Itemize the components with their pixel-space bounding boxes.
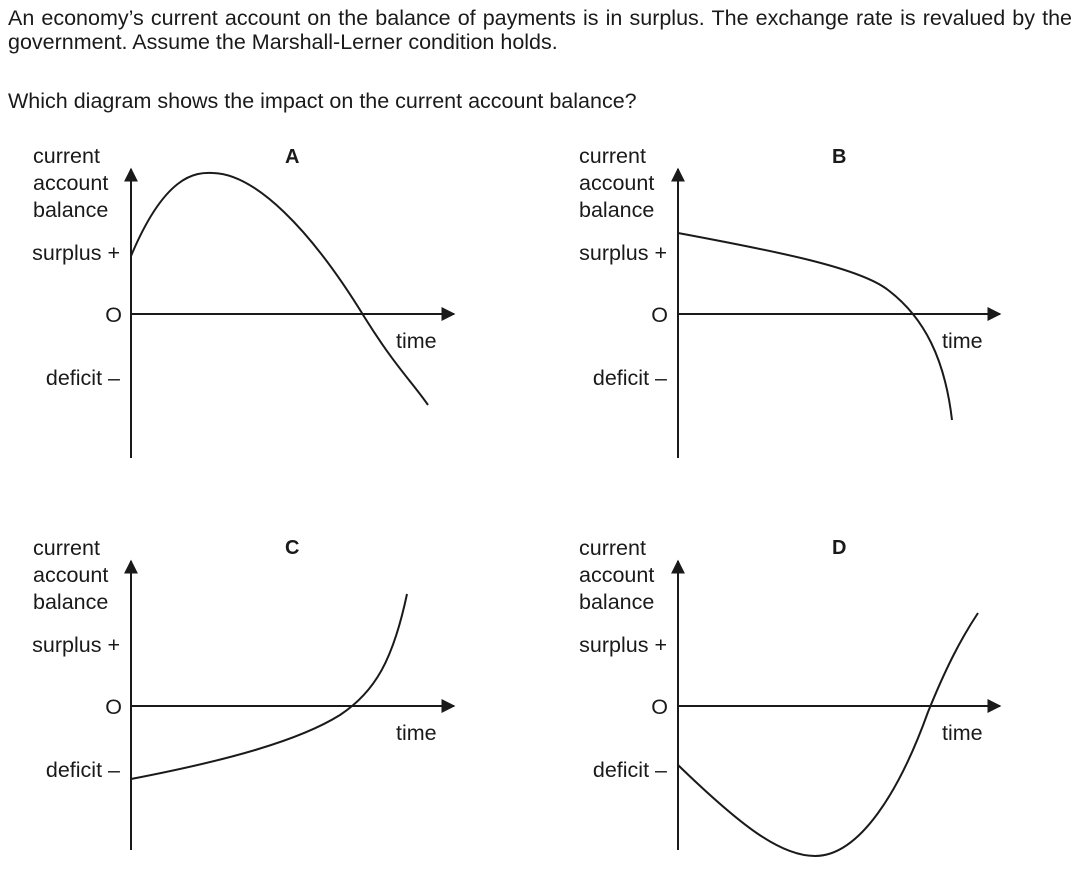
y-axis-label-line1: current <box>579 536 646 560</box>
y-axis-label-line1: current <box>33 144 100 168</box>
y-axis-label-line1: current <box>33 536 100 560</box>
y-axis-label-line3: balance <box>33 198 109 222</box>
deficit-label: deficit – <box>45 366 120 390</box>
balance-curve <box>678 233 952 420</box>
y-axis-label-line2: account <box>579 171 655 195</box>
origin-label: O <box>105 303 122 327</box>
x-axis-label: time <box>942 721 983 745</box>
deficit-label: deficit – <box>45 758 120 782</box>
y-axis-label-line3: balance <box>33 590 109 614</box>
diagram-a <box>32 144 454 458</box>
diagram-c <box>32 536 454 850</box>
question-prompt: Which diagram shows the impact on the current account balance? <box>8 89 637 113</box>
deficit-label: deficit – <box>592 366 667 390</box>
diagram-d <box>579 536 1000 856</box>
surplus-label: surplus + <box>32 633 120 657</box>
x-axis-label: time <box>396 721 437 745</box>
diagram-letter: A <box>285 146 300 168</box>
y-axis-label-line2: account <box>33 171 109 195</box>
diagram-letter: D <box>832 537 847 559</box>
diagram-b <box>579 144 1000 458</box>
surplus-label: surplus + <box>579 241 667 265</box>
deficit-label: deficit – <box>592 758 667 782</box>
x-axis-label: time <box>942 329 983 353</box>
question-stem: An economy’s current account on the balance of payments is in surplus. The exchange rate is revalued by the government. Assume the Marshall-Lerner condition holds. <box>8 6 1072 54</box>
x-axis-label: time <box>396 329 437 353</box>
origin-label: O <box>651 695 668 719</box>
diagram-letter: B <box>832 146 847 168</box>
balance-curve <box>131 594 407 779</box>
surplus-label: surplus + <box>32 241 120 265</box>
origin-label: O <box>651 303 668 327</box>
diagram-letter: C <box>285 537 300 559</box>
origin-label: O <box>105 695 122 719</box>
y-axis-label-line3: balance <box>579 590 655 614</box>
y-axis-label-line1: current <box>579 144 646 168</box>
balance-curve <box>678 613 978 856</box>
y-axis-label-line2: account <box>33 563 109 587</box>
y-axis-label-line2: account <box>579 563 655 587</box>
surplus-label: surplus + <box>579 633 667 657</box>
balance-curve <box>131 173 428 405</box>
y-axis-label-line3: balance <box>579 198 655 222</box>
